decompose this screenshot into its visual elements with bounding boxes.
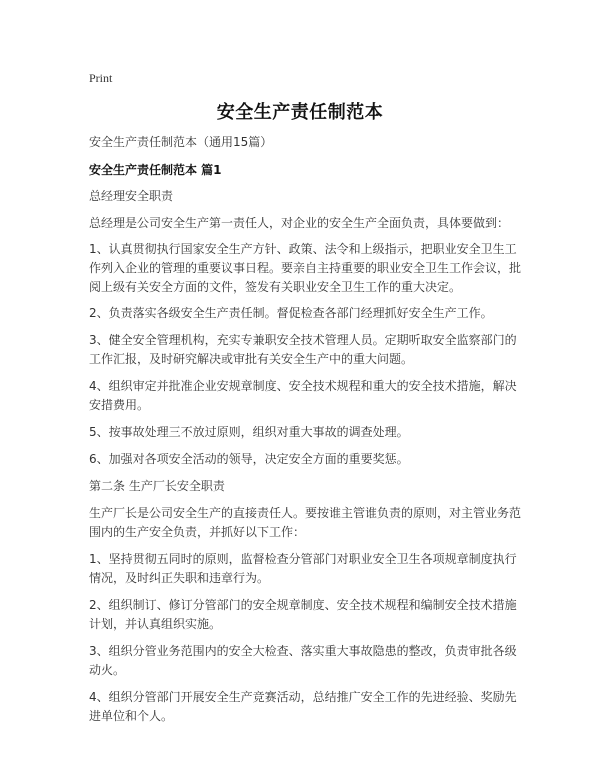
part2-item1-line2: 情况，及时纠正失职和违章行为。 [89,571,270,585]
part2-item3-line1: 3、组织分管业务范围内的安全大检查、落实重大事故隐患的整改，负责审批各级 [89,644,517,658]
section-heading: 安全生产责任制范本 篇1 [89,163,222,177]
part1-heading: 总经理安全职责 [89,189,174,203]
part2-item4-line2: 进单位和个人。 [89,709,174,723]
part2-heading: 第二条 生产厂长安全职责 [89,479,225,493]
part1-item6-line1: 6、加强对各项安全活动的领导，决定安全方面的重要奖惩。 [89,452,409,466]
part1-intro: 总经理是公司安全生产第一责任人，对企业的安全生产全面负责，具体要做到： [89,216,510,230]
part2-item4-line1: 4、组织分管部门开展安全生产竞赛活动，总结推广安全工作的先进经验、奖励先 [89,690,517,704]
part1-item1-line2: 作列入企业的管理的重要议事日程。要亲自主持重要的职业安全卫生工作会议，批 [89,261,522,275]
part1-item1-line3: 阅上级有关安全方面的文件，签发有关职业安全卫生工作的重大决定。 [89,280,462,294]
document-subtitle: 安全生产责任制范本（通用15篇） [89,135,273,149]
part2-item1-line1: 1、坚持贯彻五同时的原则，监督检查分管部门对职业安全卫生各项规章制度执行 [89,552,517,566]
part1-item4-line2: 安措费用。 [89,398,150,412]
part1-item4-line1: 4、组织审定并批准企业安规章制度、安全技术规程和重大的安全技术措施，解决 [89,379,517,393]
part1-item5-line1: 5、按事故处理三不放过原则，组织对重大事故的调查处理。 [89,425,409,439]
print-label[interactable]: Print [89,71,113,85]
part2-intro-line1: 生产厂长是公司安全生产的直接责任人。要按谁主管谁负责的原则，对主管业务范 [89,506,522,520]
part1-item2-line1: 2、负责落实各级安全生产责任制。督促检查各部门经理抓好安全生产工作。 [89,306,493,320]
page-title: 安全生产责任制范本 [216,102,384,123]
part2-item2-line2: 计划，并认真组织实施。 [89,617,222,631]
part1-item3-line2: 工作汇报，及时研究解决或审批有关安全生产中的重大问题。 [89,352,414,366]
part2-item2-line1: 2、组织制订、修订分管部门的安全规章制度、安全技术规程和编制安全技术措施 [89,598,517,612]
part1-item3-line1: 3、健全安全管理机构，充实专兼职安全技术管理人员。定期听取安全监察部门的 [89,333,517,347]
part2-item3-line2: 动火。 [89,663,126,677]
part2-intro-line2: 围内的生产安全负责，并抓好以下工作： [89,525,306,539]
part1-item1-line1: 1、认真贯彻执行国家安全生产方针、政策、法令和上级指示，把职业安全卫生工 [89,242,517,256]
